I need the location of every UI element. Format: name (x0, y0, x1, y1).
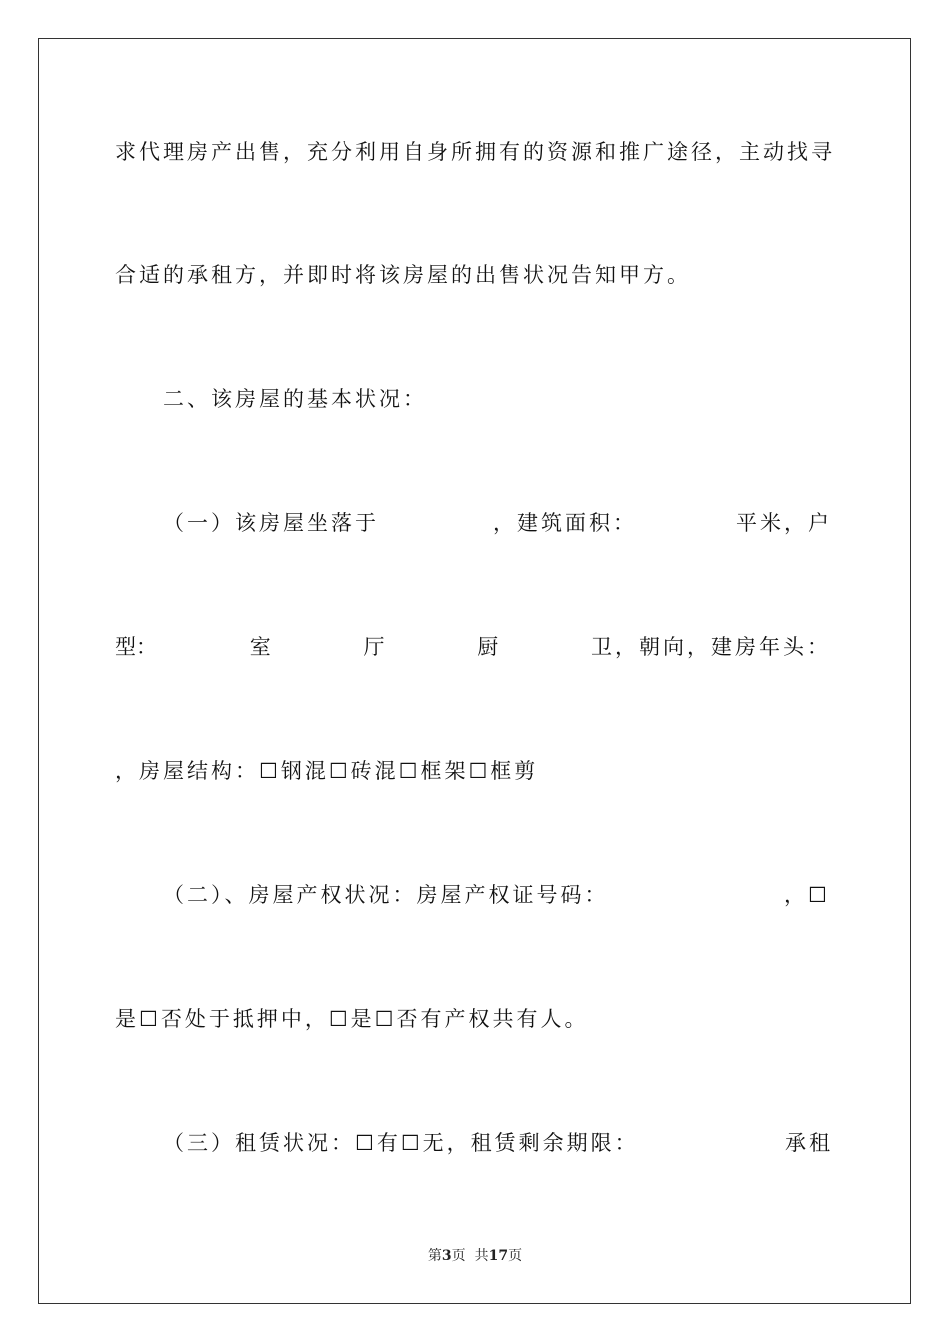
item2-title: （二）、房屋产权状况：房屋产权证号码： (163, 883, 609, 907)
page-border (38, 38, 911, 1304)
footer-suffix: 页 (508, 1248, 523, 1264)
layout-line (115, 632, 831, 662)
footer-mid: 页 共 (451, 1248, 489, 1264)
hall-label: 厅 (363, 635, 385, 659)
item2-checkbox: ，☐ (784, 883, 830, 907)
room-label: 室 (249, 635, 271, 659)
item1-location-label: （一）该房屋坐落于 (163, 511, 379, 535)
footer-prefix: 第 (427, 1248, 442, 1264)
body-line-1: 求代理房产出售，充分利用自身所拥有的资源和推广途径，主动找寻 (115, 140, 835, 164)
item1-unit-label: 平米，户 (736, 511, 832, 535)
kitchen-label: 厨 (477, 635, 499, 659)
item2-mortgage-line: 是☐否处于抵押中，☐是☐否有产权共有人。 (115, 1007, 589, 1031)
body-line-2: 合适的承租方，并即时将该房屋的出售状况告知甲方。 (115, 263, 691, 287)
section-heading: 二、该房屋的基本状况： (163, 387, 427, 411)
item1-area-label: ，建筑面积： (493, 511, 637, 535)
item3-tenant-label: 承租 (785, 1131, 833, 1155)
layout-label: 型： (115, 635, 157, 659)
structure-line: ，房屋结构：☐钢混☐砖混☐框架☐框剪 (115, 759, 539, 783)
footer-total-pages: 17 (488, 1248, 509, 1264)
item3-title: （三）租赁状况：☐有☐无，租赁剩余期限： (163, 1131, 639, 1155)
page-footer (0, 1245, 950, 1265)
footer-page-number: 3 (441, 1248, 452, 1264)
bath-orientation-label: 卫，朝向，建房年头： (591, 635, 831, 659)
